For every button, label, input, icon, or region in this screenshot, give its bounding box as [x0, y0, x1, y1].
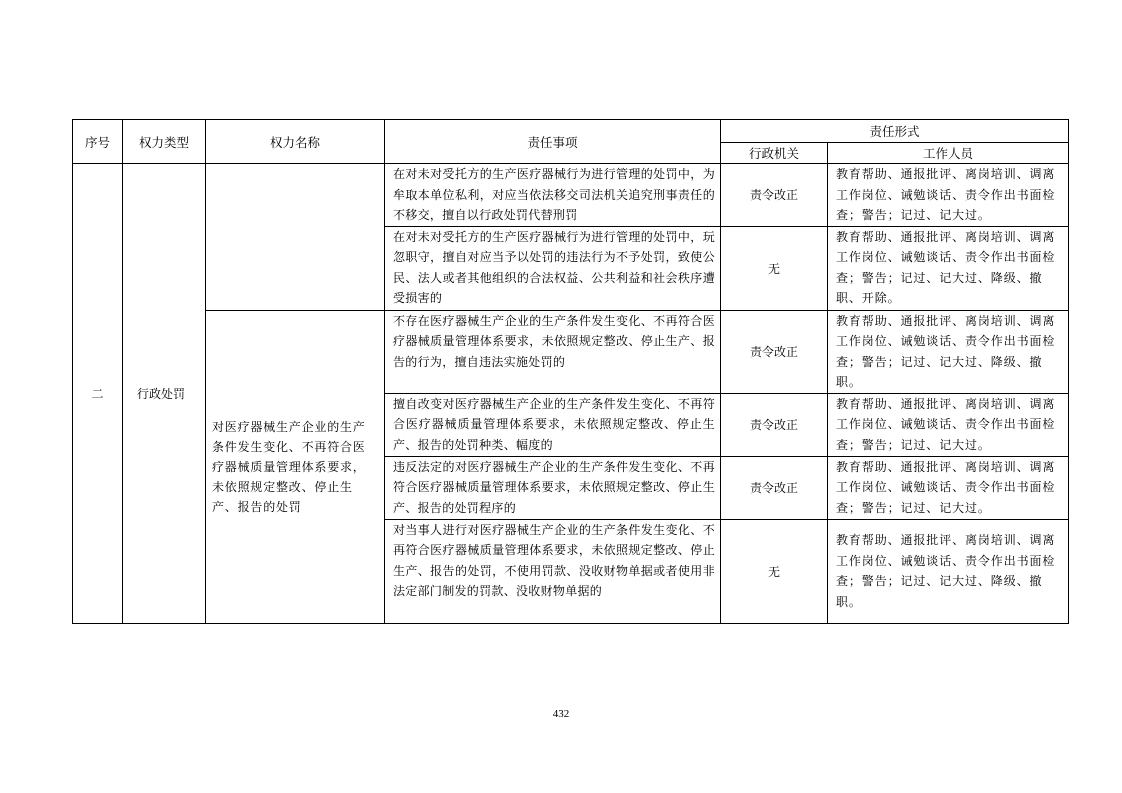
header-admin-org: 行政机关 [721, 143, 828, 164]
staff-cell: 教育帮助、通报批评、离岗培训、调离工作岗位、诫勉谈话、责令作出书面检查；警告；记过、记大过。 [828, 456, 1069, 519]
duty-item-cell: 擅自改变对医疗器械生产企业的生产条件发生变化、不再符合医疗器械质量管理体系要求，未依照规定整改、停止生产、报告的处罚种类、幅度的 [385, 393, 721, 456]
duty-item-cell: 违反法定的对医疗器械生产企业的生产条件发生变化、不再符合医疗器械质量管理体系要求，未依照规定整改、停止生产、报告的处罚程序的 [385, 456, 721, 519]
duty-item-cell: 在对未对受托方的生产医疗器械行为进行管理的处罚中，玩忽职守，擅自对应当予以处罚的违法行为不予处罚，致使公民、法人或者其他组织的合法权益、公共利益和社会秩序遭受损害的 [385, 226, 721, 310]
duty-item-cell: 对当事人进行对医疗器械生产企业的生产条件发生变化、不再符合医疗器械质量管理体系要求，未依照规定整改、停止生产、报告的处罚，不使用罚款、没收财物单据或者使用非法定部门制发的罚款、没收财物单据的 [385, 519, 721, 623]
admin-org-cell: 无 [721, 226, 828, 310]
staff-cell: 教育帮助、通报批评、离岗培训、调离工作岗位、诫勉谈话、责令作出书面检查；警告；记过、记大过、降级、撤职。 [828, 519, 1069, 623]
admin-org-cell: 无 [721, 519, 828, 623]
power-name-cell: 对医疗器械生产企业的生产条件发生变化、不再符合医疗器械质量管理体系要求，未依照规定整改、停止生产、报告的处罚 [206, 310, 385, 623]
header-duty-item: 责任事项 [385, 120, 721, 164]
admin-org-cell: 责令改正 [721, 164, 828, 227]
duty-item-cell: 在对未对受托方的生产医疗器械行为进行管理的处罚中，为牟取本单位私利，对应当依法移交司法机关追究刑事责任的不移交，擅自以行政处罚代替刑罚 [385, 164, 721, 227]
header-row [73, 120, 1069, 143]
staff-cell: 教育帮助、通报批评、离岗培训、调离工作岗位、诫勉谈话、责令作出书面检查；警告；记过、记大过、降级、撤职。 [828, 310, 1069, 393]
header-staff: 工作人员 [828, 143, 1069, 164]
power-type-cell: 行政处罚 [123, 164, 206, 624]
duty-item-cell: 不存在医疗器械生产企业的生产条件发生变化、不再符合医疗器械质量管理体系要求，未依照规定整改、停止生产、报告的行为，擅自违法实施处罚的 [385, 310, 721, 393]
staff-cell: 教育帮助、通报批评、离岗培训、调离工作岗位、诫勉谈话、责令作出书面检查；警告；记过、记大过。 [828, 393, 1069, 456]
table-row [73, 164, 1069, 227]
admin-org-cell: 责令改正 [721, 456, 828, 519]
header-power-type: 权力类型 [123, 120, 206, 164]
table-row [73, 310, 1069, 393]
responsibility-table [72, 119, 1069, 624]
seq-cell: 二 [73, 164, 123, 624]
header-power-name: 权力名称 [206, 120, 385, 164]
header-seq: 序号 [73, 120, 123, 164]
admin-org-cell: 责令改正 [721, 310, 828, 393]
staff-cell: 教育帮助、通报批评、离岗培训、调离工作岗位、诫勉谈话、责令作出书面检查；警告；记过、记大过、降级、撤职、开除。 [828, 226, 1069, 310]
admin-org-cell: 责令改正 [721, 393, 828, 456]
page-number: 432 [552, 708, 570, 720]
staff-cell: 教育帮助、通报批评、离岗培训、调离工作岗位、诫勉谈话、责令作出书面检查；警告；记过、记大过。 [828, 164, 1069, 227]
header-responsibility-form: 责任形式 [721, 120, 1069, 143]
power-name-cell-empty [206, 164, 385, 311]
